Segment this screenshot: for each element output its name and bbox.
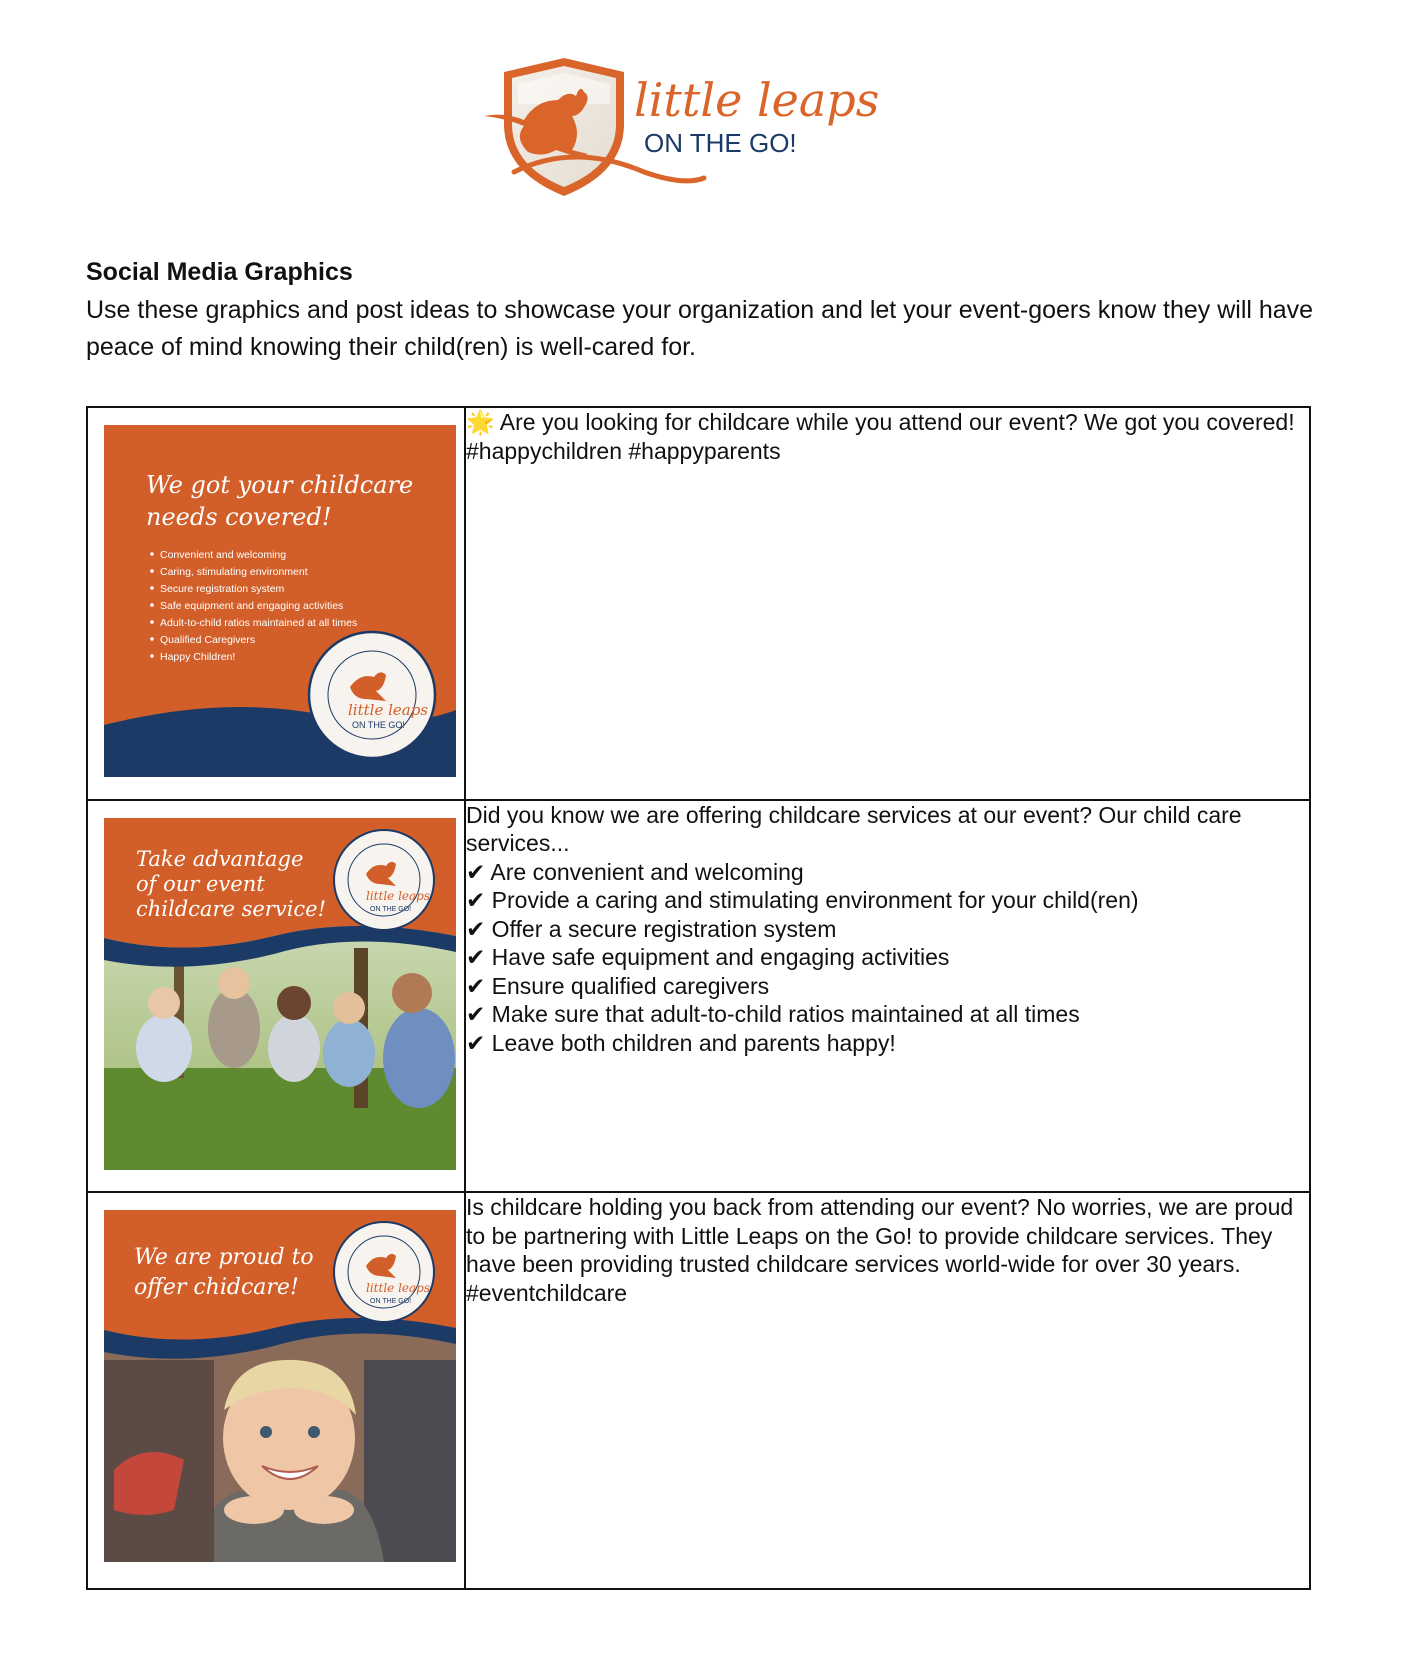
graphic-cell [87, 800, 465, 1193]
checklist-item: ✔ Leave both children and parents happy! [466, 1029, 896, 1056]
graphic-headline: We are proud to [134, 1245, 314, 1271]
graphic-cell [87, 407, 465, 800]
little-leaps-logo [484, 54, 904, 204]
check-icon: ✔ [466, 1001, 486, 1028]
table-row [87, 1192, 1310, 1589]
post-text-cell [465, 800, 1310, 1193]
check-icon: ✔ [466, 1029, 486, 1056]
sparkle-icon: 🌟 [466, 409, 495, 435]
check-icon: ✔ [466, 887, 486, 914]
badge-sub: ON THE GO! [370, 1298, 412, 1306]
graphic-bullet: Happy Children! [160, 651, 236, 663]
badge-sub: ON THE GO! [352, 720, 405, 730]
graphic-headline: offer chidcare! [134, 1275, 299, 1301]
graphic-proud-to-offer [104, 1210, 456, 1562]
graphic-cell [87, 1192, 465, 1589]
graphic-headline: needs covered! [146, 503, 332, 531]
graphic-bullet: Secure registration system [160, 583, 285, 595]
social-posts-table [86, 406, 1311, 1590]
graphic-childcare-covered [104, 425, 456, 777]
check-icon: ✔ [466, 915, 486, 942]
graphic-headline: of our event [136, 871, 265, 896]
check-icon: ✔ [466, 972, 486, 999]
logo-brand-sub: ON THE GO! [644, 128, 797, 158]
graphic-headline: childcare service! [136, 896, 327, 921]
checklist-item: ✔ Ensure qualified caregivers [466, 972, 770, 999]
table-row [87, 800, 1310, 1193]
event-badge [309, 632, 435, 758]
graphic-headline: We got your childcare [146, 471, 414, 499]
post-text: Is childcare holding you back from attending our event? No worries, we are proud to be partnering with Little Leaps on the Go! to provide childcare services. They have been providing trusted childcare services world-wide for over 30 years. #eventchildcare [466, 1194, 1294, 1306]
badge-sub: ON THE GO! [370, 905, 412, 913]
graphic-take-advantage [104, 818, 456, 1170]
checklist-item: ✔ Make sure that adult-to-child ratios maintained at all times [466, 1001, 1080, 1028]
check-icon: ✔ [466, 858, 486, 885]
table-row [87, 407, 1310, 800]
checklist-item: ✔ Provide a caring and stimulating environment for your child(ren) [466, 887, 1139, 914]
event-badge [334, 1222, 434, 1322]
check-icon: ✔ [466, 944, 486, 971]
graphic-headline: Take advantage [136, 846, 304, 871]
logo-brand-script: little leaps [634, 73, 880, 127]
badge-script: little leaps [366, 1281, 431, 1296]
intro-paragraph: Use these graphics and post ideas to showcase your organization and let your event-goers know they will have peace of mind knowing their child(ren) is well-cared for. [86, 296, 1314, 361]
graphic-bullet: Convenient and welcoming [160, 549, 287, 561]
graphic-bullet: Caring, stimulating environment [160, 566, 308, 578]
checklist-item: ✔ Are convenient and welcoming [466, 858, 804, 885]
post-intro: Did you know we are offering childcare services at our event? Our child care services... [466, 801, 1242, 857]
graphic-bullet: Qualified Caregivers [160, 634, 256, 646]
graphic-bullet: Adult-to-child ratios maintained at all times [160, 617, 358, 629]
post-text-cell [465, 1192, 1310, 1589]
post-text-cell [465, 407, 1310, 800]
event-badge [334, 830, 434, 930]
page-heading: Social Media Graphics [86, 258, 353, 286]
badge-script: little leaps [366, 888, 431, 903]
post-text: Are you looking for childcare while you attend our event? We got you covered! #happychildren #happyparents [466, 409, 1295, 464]
checklist-item: ✔ Have safe equipment and engaging activities [466, 944, 950, 971]
graphic-bullet: Safe equipment and engaging activities [160, 600, 344, 612]
badge-script: little leaps [348, 701, 429, 719]
checklist-item: ✔ Offer a secure registration system [466, 915, 837, 942]
